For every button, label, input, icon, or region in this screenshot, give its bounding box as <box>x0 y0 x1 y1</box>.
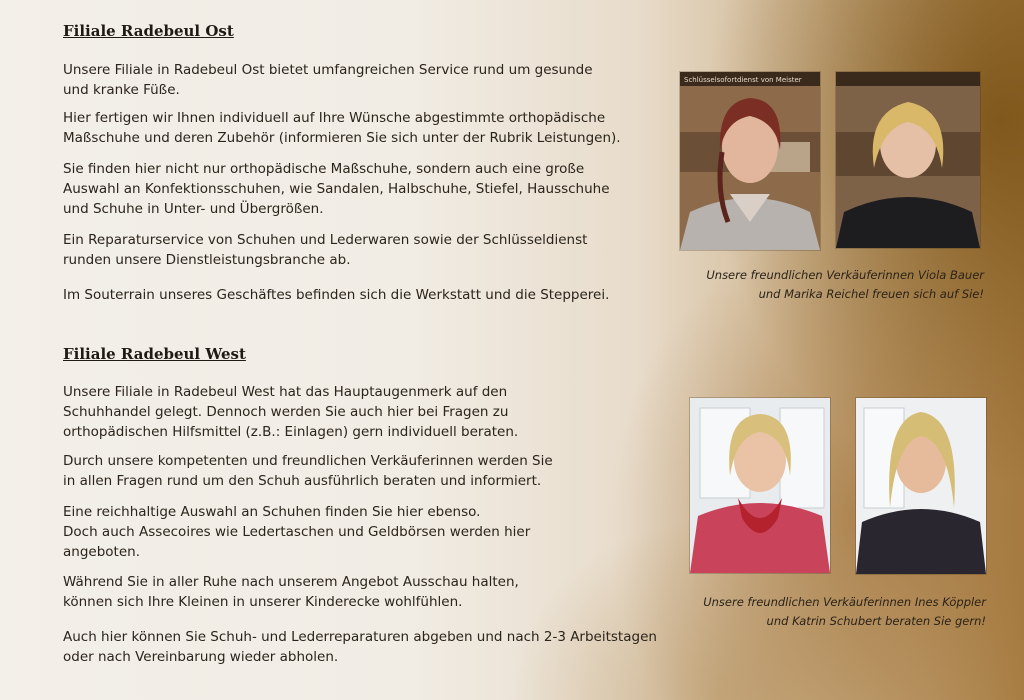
west-paragraph-2: Durch unsere kompetenten und freundlichen Verkäuferinnen werden Sie in allen Fragen rund um den Schuh ausführlich beraten und informiert. <box>63 453 553 489</box>
section-title-ost: Filiale Radebeul Ost <box>63 22 234 40</box>
shop-sign-text: Schlüsselsofortdienst von Meister <box>684 76 802 84</box>
ost-photo-caption: Unsere freundlichen Verkäuferinnen Viola Bauer und Marika Reichel freuen sich auf Sie! <box>706 268 984 301</box>
ost-paragraph-5: Im Souterrain unseres Geschäftes befinden sich die Werkstatt und die Stepperei. <box>63 287 610 303</box>
west-paragraph-1: Unsere Filiale in Radebeul West hat das Hauptaugenmerk auf den Schuhhandel gelegt. Dennoch werden Sie auch hier bei Fragen zu orthopädischen Hilfsmittel (z.B.: Einlagen) gern individuell beraten. <box>63 384 519 440</box>
photo-marika-reichel <box>836 72 980 248</box>
photo-ines-koeppler <box>690 398 830 573</box>
photo-katrin-schubert <box>856 398 986 574</box>
west-paragraph-3: Eine reichhaltige Auswahl an Schuhen finden Sie hier ebenso. Doch auch Assecoires wie Ledertaschen und Geldbörsen werden hier angeboten. <box>63 504 531 560</box>
section-title-west: Filiale Radebeul West <box>63 345 246 363</box>
photo-viola-bauer <box>680 72 820 250</box>
ost-paragraph-3: Sie finden hier nicht nur orthopädische Maßschuhe, sondern auch eine große Auswahl an Konfektionsschuhen, wie Sandalen, Halbschuhe, Stiefel, Hausschuhe und Schuhe in Unter- und Übergrößen. <box>63 161 610 217</box>
west-paragraph-4: Während Sie in aller Ruhe nach unserem Angebot Ausschau halten, können sich Ihre Kleinen in unserer Kinderecke wohlfühlen. <box>63 574 519 610</box>
west-paragraph-5: Auch hier können Sie Schuh- und Lederreparaturen abgeben und nach 2-3 Arbeitstagen oder nach Vereinbarung wieder abholen. <box>63 629 657 665</box>
ost-paragraph-4: Ein Reparaturservice von Schuhen und Lederwaren sowie der Schlüsseldienst runden unsere Dienstleistungsbranche ab. <box>63 232 588 268</box>
ost-paragraph-2: Hier fertigen wir Ihnen individuell auf Ihre Wünsche abgestimmte orthopädische Maßschuhe und deren Zubehör (informieren Sie sich unter der Rubrik Leistungen). <box>63 110 621 146</box>
west-photo-caption: Unsere freundlichen Verkäuferinnen Ines Köppler und Katrin Schubert beraten Sie gern! <box>703 595 986 628</box>
ost-paragraph-1: Unsere Filiale in Radebeul Ost bietet umfangreichen Service rund um gesunde und kranke Füße. <box>63 62 593 98</box>
